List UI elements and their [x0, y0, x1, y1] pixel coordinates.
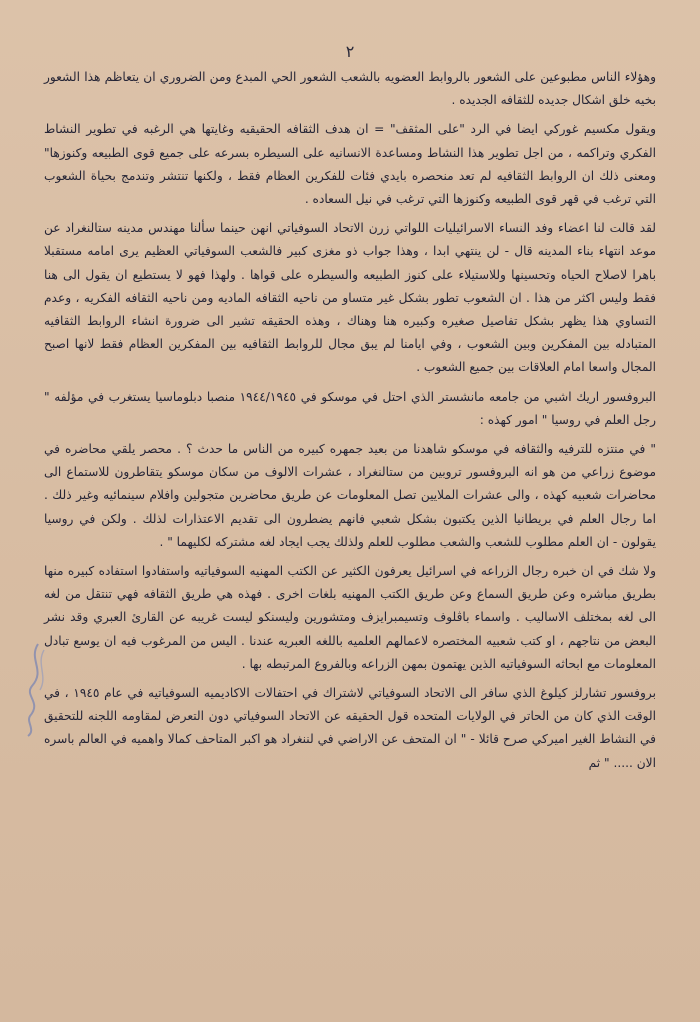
paragraph-7: بروفسور تشارلز كيلوغ الذي سافر الى الاتحاد السوفياتي لاشتراك في احتفالات الاكاديميه السوفياتيه في عام ١٩٤٥ ، في الوقت الذي كان من الحاتر في الولايات المتحده قول الحقيقه عن الاتحاد السوفياتي دون التعرض لمقاومه اللجنه للتحقيق في النشاط الغير اميركي صرح قائلا - " ان المتحف عن الاراضي في لننغراد هو اكبر المتاحف كمالا واهميه في العالم باسره الان ..... " ثم	[44, 686, 656, 770]
paragraph-2: ويقول مكسيم غوركي ايضا في الرد "على المثقف" = ان هدف الثقافه الحقيقيه وغايتها هي الرغبه في تطوير النشاط الفكري وتراكمه ، من اجل تطوير هذا النشاط ومساعدة الانسانيه على السيطره بسرعه على جميع قوى الطبيعه وكنوزها" ومعنى ذلك ان الروابط الثقافيه لم تعد منحصره بايدي فئات للفكرين العظام فقط ، ولكنها تنتشر وتندمج بحياة الشعوب التي ترغب في قهر قوى الطبيعه وكنوزها التي ترغب في نيل السعاده .	[44, 122, 656, 207]
paragraph-5: " في منتزه للترفيه والثقافه في موسكو شاهدنا من بعيد جمهره كبيره من الناس ما حدث ؟ . محصر يلقي محاضره في موضوع زراعي من هو انه البروفسور تروبين من ستالنغراد ، عشرات الالوف من سكان موسكو يتقاطرون للاستماع الى محاضرات شعبيه كهذه ، والى عشرات الملايين تصل المعلومات عن طريق محاضرين متجولين وافلام سينمائيه وغير ذلك . اما رجال العلم في بريطانيا الذين يكتبون بشكل شعبي فانهم يضطرون الى تقديم الاعتذارات لذلك . ولكن في روسيا يقولون - ان العلم مطلوب للشعب والشعب مطلوب للعلم ولذلك يجب ايجاد لغه مشتركه لكليهما " .	[44, 442, 656, 549]
page-number: ٢	[345, 42, 355, 61]
paragraph-3: لقد قالت لنا اعضاء وفد النساء الاسرائيليات اللواتي زرن الاتحاد السوفياتي انهن حينما سألنا مهندس مدينه ستالنغراد عن موعد انتهاء بناء المدينه قال - لن ينتهي ابدا ، وهذا جواب ذو مغزى كبير فالشعب السوفياتي العظيم يرى امامه مستقبلا باهرا لاصلاح الحياه وتحسينها وللاستيلاء على كنوز الطبيعه والسيطره على قواها . ولهذا فهو لا يستطيع ان يقول الى هنا فقط وليس اكثر من هذا . ان الشعوب تطور بشكل غير متساو من ناحيه الثقافه الماديه ومن ناحيه الثقافه الفكريه ، وعدم التساوي هذا يظهر بشكل تفاصيل صغيره وكبيره هنا وهناك ، وهذه الحقيقه تشير الى ضرورة انشاء الروابط الثقافيه المتبادله بين المفكرين وبين الشعوب ، وفي ايامنا لم يبق مجال للروابط الثقافيه بين المفكرين العظام فقط لانها اصبح المجال واسعا امام العلاقات بين جميع الشعوب .	[44, 221, 656, 375]
paragraph-6: ولا شك في ان خبره رجال الزراعه في اسرائيل يعرفون الكثير عن الكتب المهنيه السوفياتيه واستفادوا استفاده كبيره منها بطريق مباشره وعن طريق السماع وعن طريق الكتب المهنيه بلغات اخرى . فهذه هي طريق الثقافه فهي تنتقل من لغه الى لغه بمختلف الاساليب . واسماء باڤلوف وتسيمبرايزف ومتشورين وليسنكو ليست غريبه عن القارئ العبري وقد نشر البعض من نتاجهم ، او كتب شعبيه المختصره لاعمالهم العلميه باللغه العبريه عندنا . اليس من المرغوب فيه ان يوسع تبادل المعلومات مع ابحاثه السوفياتيه الذين يهتمون بمهن الزراعه وبالفروع المرتبطه بها .	[44, 564, 656, 671]
paragraph-1: وهؤلاء الناس مطبوعين على الشعور بالروابط العضويه بالشعب الشعور الحي المبدع ومن الضروري ان يتعاظم هذا الشعور بخيه خلق اشكال جديده للثقافه الجديده .	[44, 70, 656, 108]
paragraph-4: البروفسور اريك اشبي من جامعه مانشستر الذي احتل في موسكو في ١٩٤٤/١٩٤٥ منصبا دبلوماسيا يستغرب في مؤلفه " رجل العلم في روسيا " امور كهذه :	[44, 389, 656, 427]
body-text	[44, 66, 656, 775]
margin-ink-mark	[18, 640, 52, 740]
